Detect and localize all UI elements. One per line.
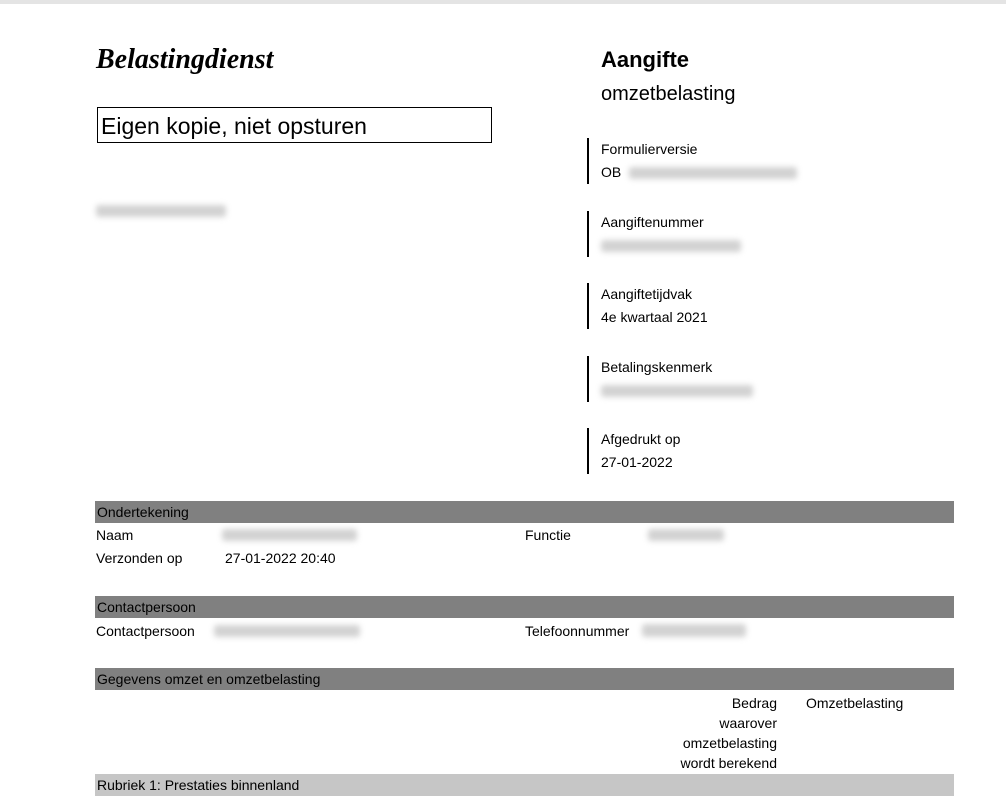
naam-label: Naam [96,527,134,543]
redacted-betalingskenmerk [601,385,753,397]
section-header-gegevens: Gegevens omzet en omzetbelasting [95,668,954,690]
redacted-functie [648,529,724,541]
info-label: Betalingskenmerk [601,359,713,375]
telefoon-label: Telefoonnummer [525,623,630,639]
section-header-contactpersoon: Contactpersoon [95,596,954,618]
window-top-border [0,0,1006,4]
redacted-naam [222,529,357,541]
page-subtitle: omzetbelasting [601,83,736,105]
info-formulierversie [587,138,889,184]
column-header-line: omzetbelasting [682,735,777,751]
redacted-contactpersoon [214,625,360,637]
info-label: Aangiftetijdvak [601,286,693,302]
info-value [601,237,741,253]
redacted-telefoon [642,624,746,637]
column-header-line: Bedrag [731,695,777,711]
copy-notice-box: Eigen kopie, niet opsturen [97,107,492,143]
functie-label: Functie [525,527,571,543]
section-header-rubriek1: Rubriek 1: Prestaties binnenland [95,774,954,796]
contactpersoon-label: Contactpersoon [96,623,195,639]
column-header-line: wordt berekend [680,755,777,771]
column-header-line: waarover [719,715,777,731]
info-value [601,164,797,180]
info-label: Aangiftenummer [601,214,704,230]
column-header-bedrag [680,693,777,773]
info-value: 4e kwartaal 2021 [601,309,708,325]
redacted-address [96,205,226,217]
info-afgedrukt [587,428,889,474]
info-label: Afgedrukt op [601,431,681,447]
redacted-aangiftenummer [601,240,741,252]
form-version-prefix: OB [601,164,622,180]
verzonden-label: Verzonden op [96,550,183,566]
info-value [601,382,753,398]
redacted-form-version [629,167,797,179]
info-aangiftenummer [587,211,889,257]
column-header-omzetbelasting: Omzetbelasting [806,695,904,711]
section-header-ondertekening: Ondertekening [95,501,954,523]
brand-logo-text: Belastingdienst [96,44,274,75]
info-aangiftetijdvak [587,283,889,329]
info-betalingskenmerk [587,356,889,402]
page-title: Aangifte [601,47,689,72]
info-value: 27-01-2022 [601,454,673,470]
info-label: Formulierversie [601,141,698,157]
verzonden-value: 27-01-2022 20:40 [225,550,336,566]
